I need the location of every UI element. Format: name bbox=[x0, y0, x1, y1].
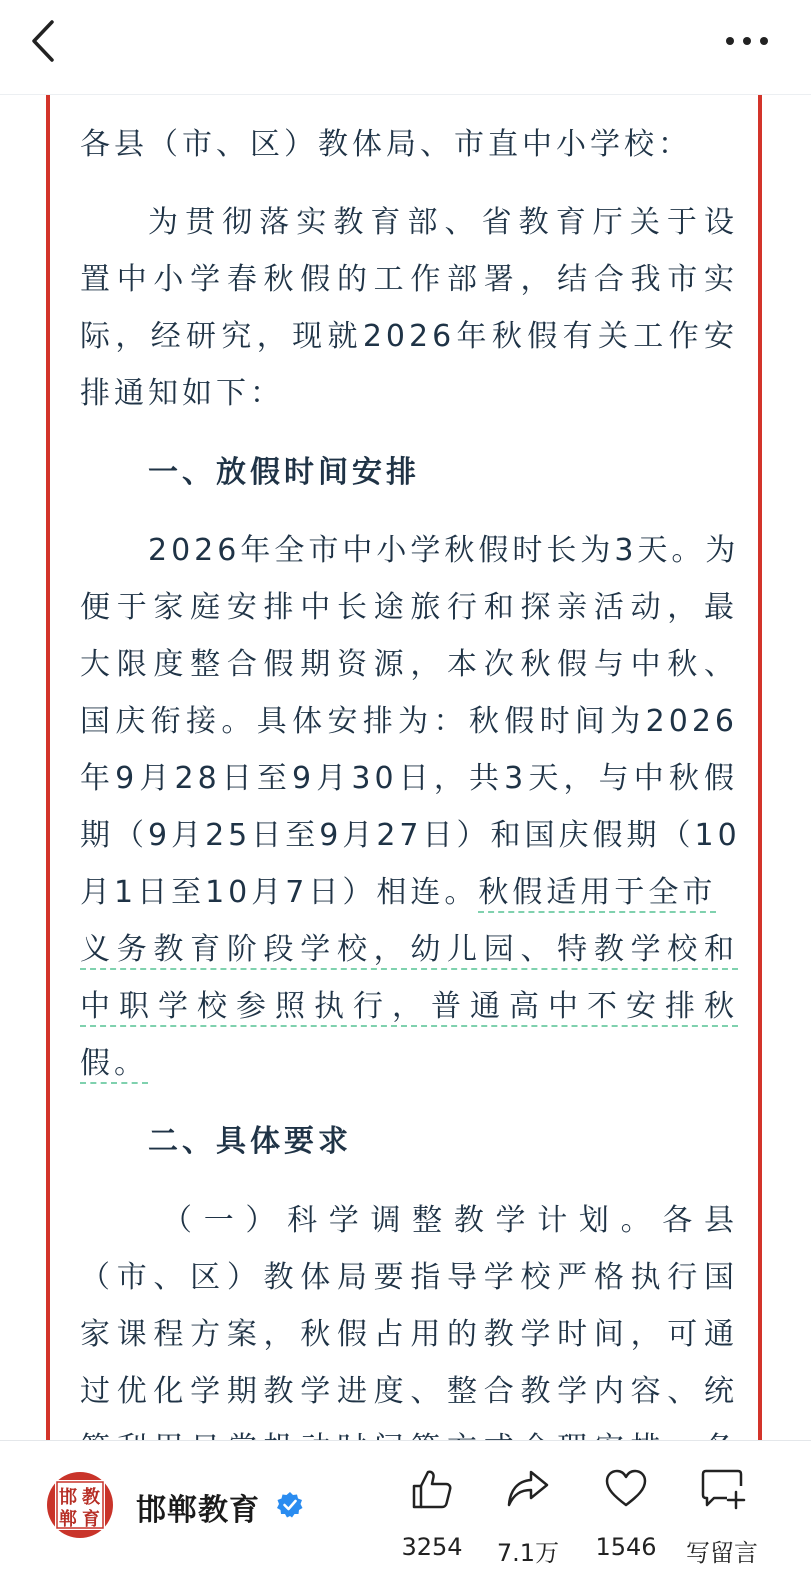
article-line: （市、区）教体局要指导学校严格执行国 bbox=[80, 1260, 738, 1295]
verified-badge-icon bbox=[276, 1491, 304, 1519]
article-line bbox=[80, 985, 738, 1029]
comment-plus-icon bbox=[700, 1467, 746, 1511]
article-content bbox=[46, 95, 762, 1440]
favorite-button[interactable] bbox=[576, 1457, 676, 1567]
article-line: 过优化学期教学进度、整合教学内容、统 bbox=[80, 1374, 738, 1409]
share-count: 7.1万 bbox=[496, 1539, 560, 1567]
more-button[interactable] bbox=[718, 22, 778, 62]
back-button[interactable] bbox=[22, 18, 66, 64]
section-heading: 二、具体要求 bbox=[148, 1124, 352, 1159]
logo-char: 教 bbox=[82, 1487, 100, 1508]
comment-button[interactable] bbox=[672, 1457, 772, 1567]
article-line: 年9月28日至9月30日，共3天，与中秋假 bbox=[80, 761, 738, 796]
favorite-count: 1546 bbox=[595, 1533, 657, 1561]
top-bar bbox=[0, 0, 811, 95]
share-icon bbox=[506, 1467, 550, 1511]
article-line: 便于家庭安排中长途旅行和探亲活动，最 bbox=[80, 590, 738, 625]
highlighted-text[interactable]: 假。 bbox=[80, 1046, 148, 1081]
article-line bbox=[80, 871, 738, 915]
article-line: 各县（市、区）教体局、市直中小学校： bbox=[80, 127, 692, 162]
chevron-left-icon bbox=[22, 18, 66, 64]
article-line bbox=[80, 928, 738, 972]
highlighted-text[interactable]: 中职学校参照执行，普通高中不安排秋 bbox=[80, 989, 738, 1024]
section-heading: 一、放假时间安排 bbox=[148, 455, 420, 490]
logo-char: 邯 bbox=[59, 1487, 77, 1508]
thumbs-up-icon bbox=[410, 1467, 454, 1511]
logo-seal bbox=[46, 1471, 114, 1539]
logo-char: 郸 bbox=[59, 1509, 77, 1530]
article-line: （一）科学调整教学计划。各县 bbox=[162, 1203, 738, 1238]
like-count: 3254 bbox=[401, 1533, 463, 1561]
article-line: 为贯彻落实教育部、省教育厅关于设 bbox=[148, 205, 738, 240]
heart-icon bbox=[604, 1467, 648, 1511]
article-line: 排通知如下： bbox=[80, 376, 284, 411]
article-line: 大限度整合假期资源，本次秋假与中秋、 bbox=[80, 647, 738, 682]
article-line: 期（9月25日至9月27日）和国庆假期（10 bbox=[80, 818, 741, 853]
highlighted-text[interactable]: 秋假适用于全市 bbox=[478, 875, 717, 910]
article-line: 家课程方案，秋假占用的教学时间，可通 bbox=[80, 1317, 738, 1352]
account-avatar[interactable] bbox=[46, 1471, 114, 1539]
like-button[interactable] bbox=[382, 1457, 482, 1567]
logo-char: 育 bbox=[82, 1509, 100, 1530]
article-line bbox=[80, 1042, 738, 1086]
article-line: 国庆衔接。具体安排为：秋假时间为2026 bbox=[80, 704, 738, 739]
share-button[interactable] bbox=[478, 1457, 578, 1567]
account-name[interactable]: 邯郸教育 bbox=[136, 1493, 260, 1528]
highlighted-text[interactable]: 义务教育阶段学校，幼儿园、特教学校和 bbox=[80, 932, 738, 967]
article-line: 2026年全市中小学秋假时长为3天。为 bbox=[148, 533, 740, 568]
article-line-text: 月1日至10月7日）相连。 bbox=[80, 875, 479, 910]
comment-label: 写留言 bbox=[686, 1539, 758, 1567]
bottom-bar bbox=[0, 1440, 811, 1573]
article-line: 置中小学春秋假的工作部署，结合我市实 bbox=[80, 262, 738, 297]
more-dots-icon bbox=[718, 22, 778, 62]
article-line: 际，经研究，现就2026年秋假有关工作安 bbox=[80, 319, 738, 354]
